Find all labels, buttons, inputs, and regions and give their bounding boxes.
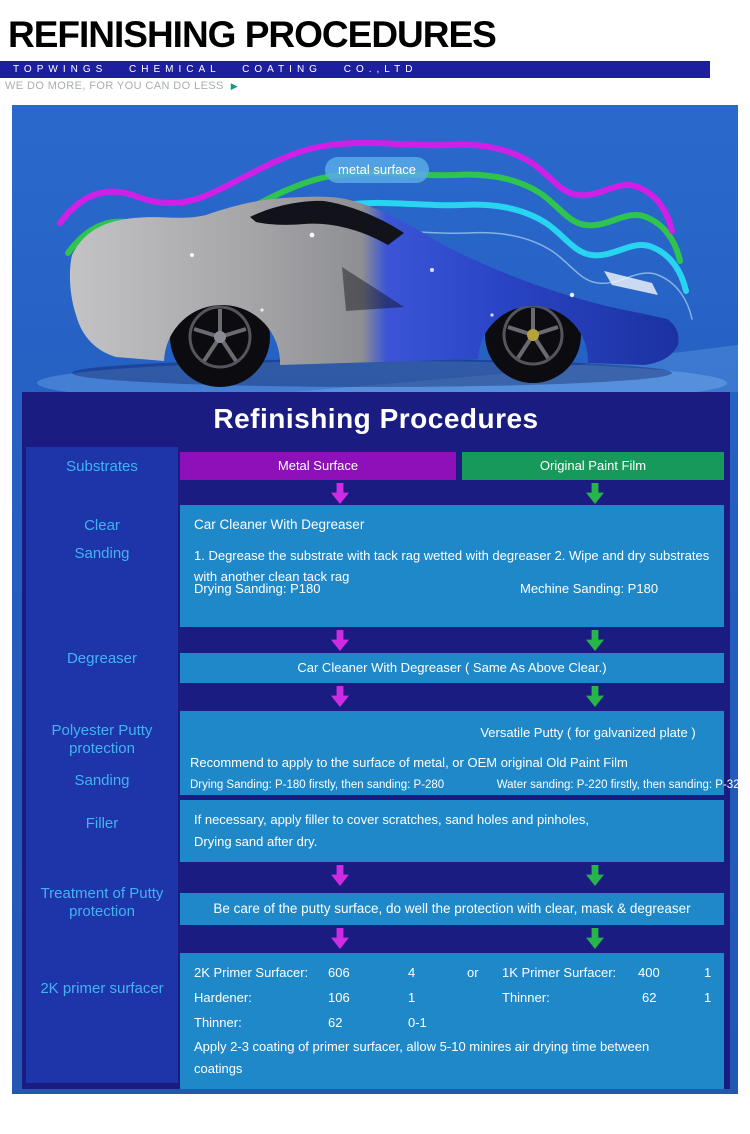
arrow-down-green [586,686,604,707]
clear-body: 1. Degrease the substrate with tack rag wetted with degreaser 2. Wipe and dry substrates with another clean tack rag [194,548,710,584]
primer-cell: Thinner: [502,990,550,1005]
primer-cell: 4 [408,965,416,980]
sidebar-item-sanding: Sanding [74,772,130,789]
filler-line1: If necessary, apply filler to cover scratches, sand holes and pinholes, [194,812,590,827]
primer-cell: 1 [704,990,712,1005]
sidebar-item-2k-primer: 2K primer surfacer [40,980,164,997]
degreaser-box: Car Cleaner With Degreaser ( Same As Above Clear.) [180,653,724,683]
primer-cell: 1K Primer Surfacer: [502,965,617,980]
putty-note-left: Drying Sanding: P-180 firstly, then sanding: P-280 [190,779,445,791]
arrow-down-magenta [331,686,349,707]
primer-box [180,953,724,1089]
putty-title: Versatile Putty ( for galvanized plate ) [480,725,696,740]
flowchart-panel [22,392,746,1089]
primer-cell: Hardener: [194,990,252,1005]
filler-line2: Drying sand after dry. [194,834,318,849]
clear-left-note: Drying Sanding: P180 [194,581,321,596]
primer-cell: 0-1 [408,1015,427,1030]
clear-right-note: Mechine Sanding: P180 [520,581,659,596]
arrow-down-magenta [331,483,349,504]
arrow-down-magenta [331,630,349,651]
flowchart-title: Refinishing Procedures [213,403,539,434]
page-title: REFINISHING PROCEDURES [8,14,496,55]
arrow-down-green [586,630,604,651]
primer-note-line2: coatings [194,1061,243,1076]
primer-cell: 106 [328,990,350,1005]
car-shadow [72,359,672,387]
car-illustration [12,105,738,392]
sidebar-item-polyester-putty: Polyester Putty protection [51,722,153,757]
arrow-down-magenta [331,865,349,886]
putty-body: Recommend to apply to the surface of metal, or OEM original Old Paint Film [190,755,628,770]
primer-cell: 62 [642,990,657,1005]
play-icon: ▶ [230,81,239,91]
putty-note [190,779,746,791]
original-paint-film-box: Original Paint Film [462,452,724,480]
clear-title: Car Cleaner With Degreaser [194,517,365,532]
arrow-down-green [586,483,604,504]
primer-cell: 1 [704,965,712,980]
poster-body [12,105,746,1094]
hero-image [12,105,738,392]
headlight [604,271,658,295]
treatment-box: Be care of the putty surface, do well the protection with clear, mask & degreaser [180,893,724,925]
sidebar-item-treatment: Treatment of Putty protection [40,885,164,920]
sidebar-item-clear-sanding: Clear Sanding [74,517,130,562]
sidebar-item-filler: Filler [85,815,119,832]
arrow-down-green [586,865,604,886]
arrow-down-magenta [331,928,349,949]
primer-cell: 62 [328,1015,343,1030]
primer-note-line1: Apply 2-3 coating of primer surfacer, allow 5-10 minires air drying time between [194,1039,650,1054]
metal-surface-label: metal surface [325,157,429,183]
filler-box [180,800,724,862]
sidebar-item-degreaser: Degreaser [66,650,138,667]
tagline-text: WE DO MORE, FOR YOU CAN DO LESS [5,80,224,92]
primer-cell: 606 [328,965,350,980]
company-name: TOPWINGS CHEMICAL COATING CO.,LTD [13,64,418,75]
company-bar [0,61,710,78]
arrow-down-green [586,928,604,949]
primer-cell: 400 [638,965,660,980]
metal-surface-box: Metal Surface [180,452,456,480]
putty-box [180,711,746,795]
clear-sanding-box [180,505,724,627]
primer-cell: or [467,965,479,980]
primer-cell: 1 [408,990,416,1005]
putty-note-right: Water sanding: P-220 firstly, then sanding: P-320 [496,779,746,791]
primer-cell: Thinner: [194,1015,242,1030]
sidebar-item-substrates: Substrates [66,458,138,475]
primer-cell: 2K Primer Surfacer: [194,965,309,980]
tagline [5,80,238,92]
